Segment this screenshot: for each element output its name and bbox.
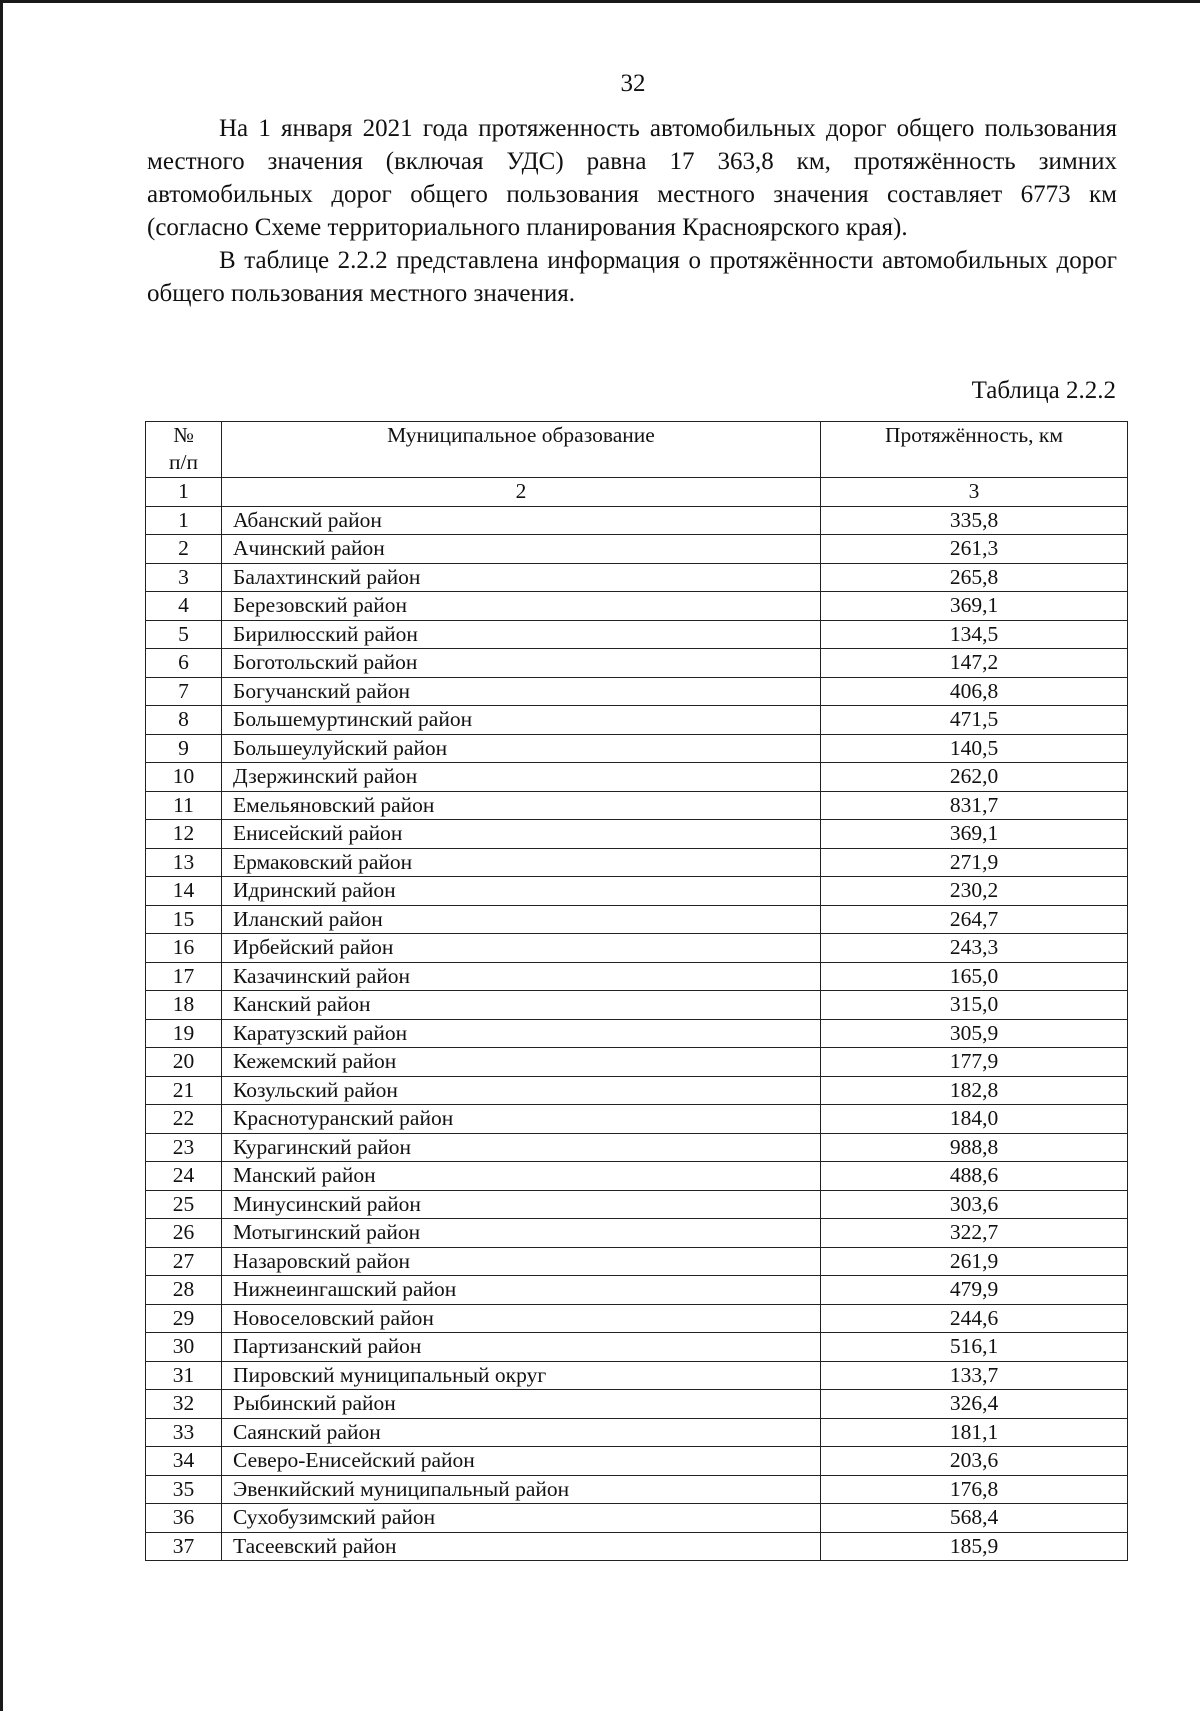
row-number: 22: [146, 1105, 222, 1134]
row-length: 134,5: [821, 620, 1128, 649]
table-row: [146, 1333, 1128, 1362]
page-number: 32: [620, 70, 646, 97]
row-length: 271,9: [821, 848, 1128, 877]
row-number: 15: [146, 905, 222, 934]
table-body: [146, 506, 1128, 1561]
row-municipality: Северо-Енисейский район: [222, 1447, 821, 1476]
row-municipality: Ирбейский район: [222, 934, 821, 963]
row-municipality: Нижнеингашский район: [222, 1276, 821, 1305]
row-municipality: Ачинский район: [222, 535, 821, 564]
row-length: 230,2: [821, 877, 1128, 906]
road-length-table: [145, 421, 1128, 1561]
row-municipality: Козульский район: [222, 1076, 821, 1105]
table-row: [146, 991, 1128, 1020]
row-municipality: Тасеевский район: [222, 1532, 821, 1561]
table-row: [146, 1105, 1128, 1134]
row-municipality: Эвенкийский муниципальный район: [222, 1475, 821, 1504]
row-number: 11: [146, 791, 222, 820]
table-row: [146, 592, 1128, 621]
row-number: 26: [146, 1219, 222, 1248]
row-length: 261,3: [821, 535, 1128, 564]
table-row: [146, 1190, 1128, 1219]
row-number: 16: [146, 934, 222, 963]
table-row: [146, 535, 1128, 564]
table-row: [146, 1361, 1128, 1390]
row-number: 2: [146, 535, 222, 564]
row-length: 133,7: [821, 1361, 1128, 1390]
table-row: [146, 1418, 1128, 1447]
row-length: 203,6: [821, 1447, 1128, 1476]
table-row: [146, 1048, 1128, 1077]
row-length: 305,9: [821, 1019, 1128, 1048]
table-row: [146, 1019, 1128, 1048]
row-length: 244,6: [821, 1304, 1128, 1333]
row-municipality: Минусинский район: [222, 1190, 821, 1219]
row-length: 988,8: [821, 1133, 1128, 1162]
table-row: [146, 677, 1128, 706]
row-number: 19: [146, 1019, 222, 1048]
table-row: [146, 848, 1128, 877]
row-length: 315,0: [821, 991, 1128, 1020]
row-number: 5: [146, 620, 222, 649]
row-number: 23: [146, 1133, 222, 1162]
table-row: [146, 1504, 1128, 1533]
row-length: 181,1: [821, 1418, 1128, 1447]
table-row: [146, 962, 1128, 991]
row-number: 21: [146, 1076, 222, 1105]
row-municipality: Каратузский район: [222, 1019, 821, 1048]
row-number: 34: [146, 1447, 222, 1476]
row-number: 3: [146, 563, 222, 592]
table-header-row: [146, 422, 1128, 478]
row-municipality: Большеулуйский район: [222, 734, 821, 763]
column-index-3: 3: [821, 478, 1128, 507]
row-length: 369,1: [821, 592, 1128, 621]
row-municipality: Рыбинский район: [222, 1390, 821, 1419]
row-length: 265,8: [821, 563, 1128, 592]
row-number: 27: [146, 1247, 222, 1276]
row-number: 36: [146, 1504, 222, 1533]
row-municipality: Канский район: [222, 991, 821, 1020]
header-number-line2: п/п: [169, 450, 198, 474]
row-number: 6: [146, 649, 222, 678]
table-row: [146, 1133, 1128, 1162]
row-municipality: Дзержинский район: [222, 763, 821, 792]
row-number: 4: [146, 592, 222, 621]
row-number: 32: [146, 1390, 222, 1419]
scan-edge-left: [0, 0, 3, 1711]
table-row: [146, 1304, 1128, 1333]
row-length: 182,8: [821, 1076, 1128, 1105]
row-municipality: Балахтинский район: [222, 563, 821, 592]
row-municipality: Мотыгинский район: [222, 1219, 821, 1248]
row-length: 326,4: [821, 1390, 1128, 1419]
row-number: 7: [146, 677, 222, 706]
row-number: 12: [146, 820, 222, 849]
table-row: [146, 1276, 1128, 1305]
row-number: 31: [146, 1361, 222, 1390]
row-length: 264,7: [821, 905, 1128, 934]
row-length: 471,5: [821, 706, 1128, 735]
paragraph-road-length: На 1 января 2021 года протяженность автомобильных дорог общего пользования местного значения (включая УДС) равна 17 363,8 км, протяжённость зимних автомобильных дорог общего пользования местного значения составляет 6773 км (согласно Схеме территориального планирования Красноярского края).: [147, 115, 1117, 241]
row-municipality: Краснотуранский район: [222, 1105, 821, 1134]
row-municipality: Новоселовский район: [222, 1304, 821, 1333]
row-municipality: Идринский район: [222, 877, 821, 906]
table-row: [146, 820, 1128, 849]
row-number: 17: [146, 962, 222, 991]
row-length: 262,0: [821, 763, 1128, 792]
row-length: 140,5: [821, 734, 1128, 763]
row-number: 30: [146, 1333, 222, 1362]
row-number: 18: [146, 991, 222, 1020]
row-number: 37: [146, 1532, 222, 1561]
row-number: 8: [146, 706, 222, 735]
row-number: 25: [146, 1190, 222, 1219]
row-number: 14: [146, 877, 222, 906]
table-row: [146, 563, 1128, 592]
column-index-2: 2: [222, 478, 821, 507]
header-number: [146, 422, 222, 478]
row-length: 479,9: [821, 1276, 1128, 1305]
row-length: 165,0: [821, 962, 1128, 991]
table-row: [146, 1447, 1128, 1476]
row-municipality: Манский район: [222, 1162, 821, 1191]
row-length: 261,9: [821, 1247, 1128, 1276]
row-length: 369,1: [821, 820, 1128, 849]
row-municipality: Кежемский район: [222, 1048, 821, 1077]
row-number: 20: [146, 1048, 222, 1077]
row-municipality: Енисейский район: [222, 820, 821, 849]
row-length: 831,7: [821, 791, 1128, 820]
row-number: 24: [146, 1162, 222, 1191]
row-municipality: Абанский район: [222, 506, 821, 535]
row-number: 28: [146, 1276, 222, 1305]
table-row: [146, 1076, 1128, 1105]
row-municipality: Курагинский район: [222, 1133, 821, 1162]
row-municipality: Бирилюсский район: [222, 620, 821, 649]
paragraph-table-intro: В таблице 2.2.2 представлена информация о протяжённости автомобильных дорог общего пользования местного значения.: [147, 247, 1117, 307]
row-length: 243,3: [821, 934, 1128, 963]
row-number: 9: [146, 734, 222, 763]
header-municipality: Муниципальное образование: [222, 422, 821, 478]
row-length: 568,4: [821, 1504, 1128, 1533]
row-municipality: Пировский муниципальный округ: [222, 1361, 821, 1390]
row-length: 185,9: [821, 1532, 1128, 1561]
table-row: [146, 506, 1128, 535]
row-municipality: Боготольский район: [222, 649, 821, 678]
row-number: 1: [146, 506, 222, 535]
table-row: [146, 734, 1128, 763]
row-number: 33: [146, 1418, 222, 1447]
row-length: 322,7: [821, 1219, 1128, 1248]
row-municipality: Казачинский район: [222, 962, 821, 991]
table-row: [146, 706, 1128, 735]
row-length: 303,6: [821, 1190, 1128, 1219]
row-number: 10: [146, 763, 222, 792]
body-text: [147, 112, 1117, 310]
column-index-row: [146, 478, 1128, 507]
header-length: Протяжённость, км: [821, 422, 1128, 478]
row-length: 184,0: [821, 1105, 1128, 1134]
row-length: 177,9: [821, 1048, 1128, 1077]
table-row: [146, 791, 1128, 820]
row-number: 29: [146, 1304, 222, 1333]
row-municipality: Ермаковский район: [222, 848, 821, 877]
row-municipality: Назаровский район: [222, 1247, 821, 1276]
row-municipality: Богучанский район: [222, 677, 821, 706]
row-length: 147,2: [821, 649, 1128, 678]
row-municipality: Саянский район: [222, 1418, 821, 1447]
table-row: [146, 905, 1128, 934]
row-municipality: Иланский район: [222, 905, 821, 934]
row-municipality: Большемуртинский район: [222, 706, 821, 735]
row-municipality: Партизанский район: [222, 1333, 821, 1362]
table-row: [146, 649, 1128, 678]
row-length: 176,8: [821, 1475, 1128, 1504]
row-number: 13: [146, 848, 222, 877]
table-row: [146, 1390, 1128, 1419]
table-row: [146, 1532, 1128, 1561]
row-number: 35: [146, 1475, 222, 1504]
row-length: 516,1: [821, 1333, 1128, 1362]
table-row: [146, 763, 1128, 792]
row-municipality: Сухобузимский район: [222, 1504, 821, 1533]
table-row: [146, 620, 1128, 649]
table-row: [146, 934, 1128, 963]
scan-edge-top: [0, 0, 1200, 3]
table-row: [146, 877, 1128, 906]
row-municipality: Емельяновский район: [222, 791, 821, 820]
header-number-line1: №: [173, 423, 194, 447]
row-length: 488,6: [821, 1162, 1128, 1191]
column-index-1: 1: [146, 478, 222, 507]
table-caption: Таблица 2.2.2: [971, 377, 1116, 404]
table-row: [146, 1162, 1128, 1191]
row-municipality: Березовский район: [222, 592, 821, 621]
row-length: 406,8: [821, 677, 1128, 706]
table-row: [146, 1247, 1128, 1276]
row-length: 335,8: [821, 506, 1128, 535]
table-row: [146, 1219, 1128, 1248]
table-row: [146, 1475, 1128, 1504]
